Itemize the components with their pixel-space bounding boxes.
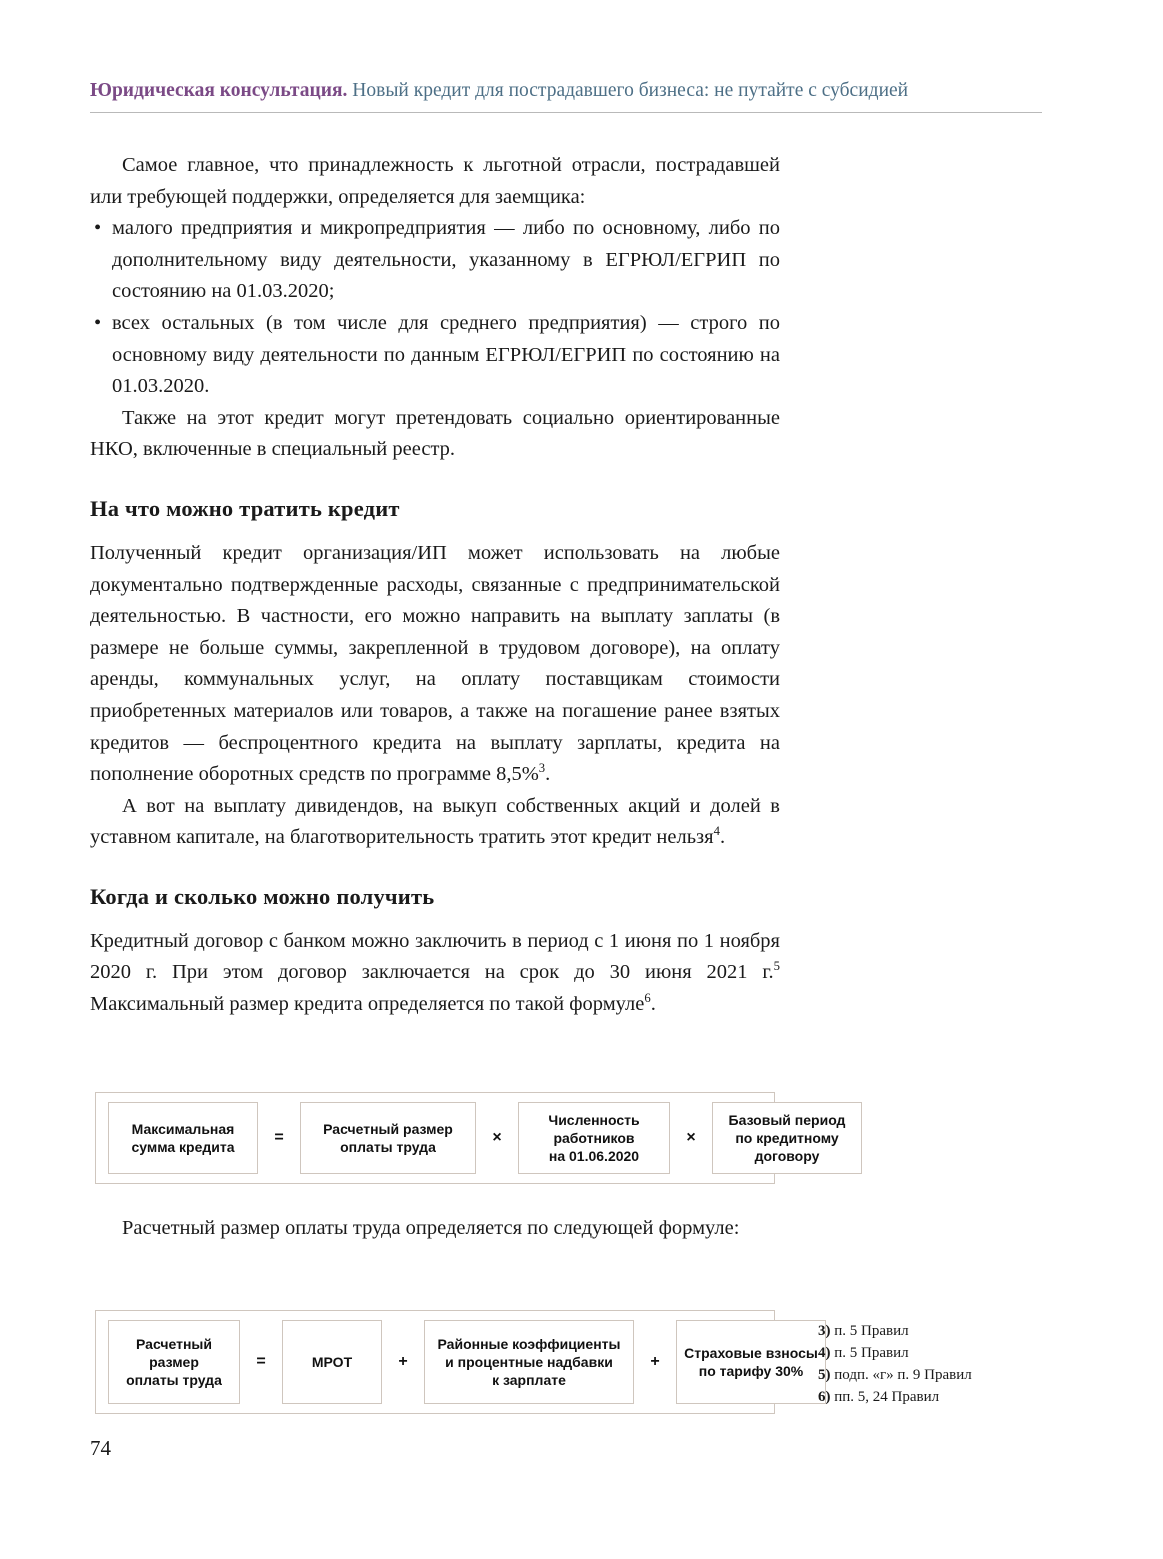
footnote-item: [818, 1342, 1068, 1364]
paragraph-4-tail: .: [719, 826, 726, 849]
eligibility-list: [90, 213, 780, 403]
formula1-box-max-credit: Максимальная сумма кредита: [108, 1102, 258, 1174]
footnote-ref-5: 5: [773, 959, 780, 974]
formula-max-credit: [95, 1092, 846, 1184]
paragraph-6-wrapper: [90, 1213, 780, 1245]
paragraph-5: [90, 926, 780, 1021]
footnotes-block: [818, 1320, 1068, 1408]
paragraph-5-text: Кредитный договор с банком можно заключить в период с 1 июня по 1 ноября 2020 г. При этом договор заключается на срок до 30 июня 2021 г.: [90, 929, 780, 984]
running-head: [90, 78, 1070, 104]
formula2-box-wage-amount: Расчетный размер оплаты труда: [108, 1320, 240, 1404]
main-text-column: [90, 150, 780, 1021]
footnote-item: [818, 1386, 1068, 1408]
paragraph-3: [90, 538, 780, 791]
page-number: 74: [90, 1436, 111, 1460]
footnote-text: пп. 5, 24 Правил: [834, 1389, 940, 1405]
paragraph-5-tail: .: [650, 993, 656, 1016]
paragraph-3-tail: .: [545, 763, 551, 786]
paragraph-4: [90, 791, 780, 854]
list-item: • малого предприятия и микропредприятия — либо по основному, либо по дополнительному виду деятельности, указанному в ЕГРЮЛ/ЕГРИП по состоянию на 01.03.2020;: [90, 213, 780, 308]
footnote-item: [818, 1320, 1068, 1342]
formula2-box-mrot: МРОТ: [282, 1320, 382, 1404]
footnote-number: 5): [818, 1367, 831, 1383]
section-heading-spending: На что можно тратить кредит: [90, 495, 400, 521]
header-divider: [90, 112, 1042, 113]
footnote-text: подп. «г» п. 9 Правил: [834, 1367, 972, 1383]
formula1-box-base-period: Базовый период по кредитному договору: [712, 1102, 862, 1174]
running-head-label: Юридическая консультация.: [90, 80, 348, 101]
list-item: • всех остальных (в том числе для среднего предприятия) — строго по основному виду деятельности по данным ЕГРЮЛ/ЕГРИП по состоянию на 01.03.2020.: [90, 308, 780, 403]
running-head-title: Новый кредит для пострадавшего бизнеса: не путайте с субсидией: [352, 80, 909, 101]
formula1-operator-multiply-1: ×: [492, 1129, 502, 1146]
footnote-number: 3): [818, 1323, 831, 1339]
footnote-ref-3: 3: [538, 761, 546, 776]
paragraph-6: Расчетный размер оплаты труда определяется по следующей формуле:: [122, 1217, 740, 1239]
paragraph-4-text: А вот на выплату дивидендов, на выкуп собственных акций и долей в уставном капитале, на благотворительность тратить этот кредит нельзя: [90, 794, 780, 849]
footnote-number: 6): [818, 1389, 831, 1405]
formula1-box-headcount: Численность работников на 01.06.2020: [518, 1102, 670, 1174]
footnote-ref-6: 6: [644, 991, 651, 1006]
paragraph-1: Самое главное, что принадлежность к льготной отрасли, пострадавшей или требующей поддержки, определяется для заемщика:: [90, 154, 780, 208]
footnote-item: [818, 1364, 1068, 1386]
formula1-operator-multiply-2: ×: [686, 1129, 696, 1146]
formula1-box-wage-amount: Расчетный размер оплаты труда: [300, 1102, 476, 1174]
formula2-operator-plus-2: +: [650, 1353, 660, 1370]
section-heading-amount: Когда и сколько можно получить: [90, 883, 435, 909]
formula2-box-regional-coefficients: Районные коэффициенты и процентные надбавки к зарплате: [424, 1320, 634, 1404]
footnote-text: п. 5 Правил: [834, 1323, 909, 1339]
footnote-ref-4: 4: [713, 824, 720, 839]
paragraph-5-text-2: Максимальный размер кредита определяется по такой формуле: [90, 993, 645, 1016]
formula-wage-amount: [95, 1310, 818, 1414]
formula2-box-insurance-contributions: Страховые взносы по тарифу 30%: [676, 1320, 826, 1404]
paragraph-2: Также на этот кредит могут претендовать социально ориентированные НКО, включенные в специальный реестр.: [90, 406, 780, 461]
formula2-operator-equals: =: [256, 1353, 266, 1370]
footnote-number: 4): [818, 1345, 831, 1361]
footnote-text: п. 5 Правил: [834, 1345, 909, 1361]
formula2-operator-plus-1: +: [398, 1353, 408, 1370]
paragraph-3-text: Полученный кредит организация/ИП может использовать на любые документально подтвержденные расходы, связанные с предпринимательской деятельностью. В частности, его можно направить на выплату заплаты (в размере не больше суммы, закрепленной в трудовом договоре), на оплату аренды, коммунальных услуг, на оплату поставщикам стоимости приобретенных материалов или товаров, а также на погашение ранее взятых кредитов — беспроцентного кредита на выплату зарплаты, кредита на пополнение оборотных средств по программе 8,5%: [90, 541, 780, 786]
formula1-operator-equals: =: [274, 1129, 284, 1146]
